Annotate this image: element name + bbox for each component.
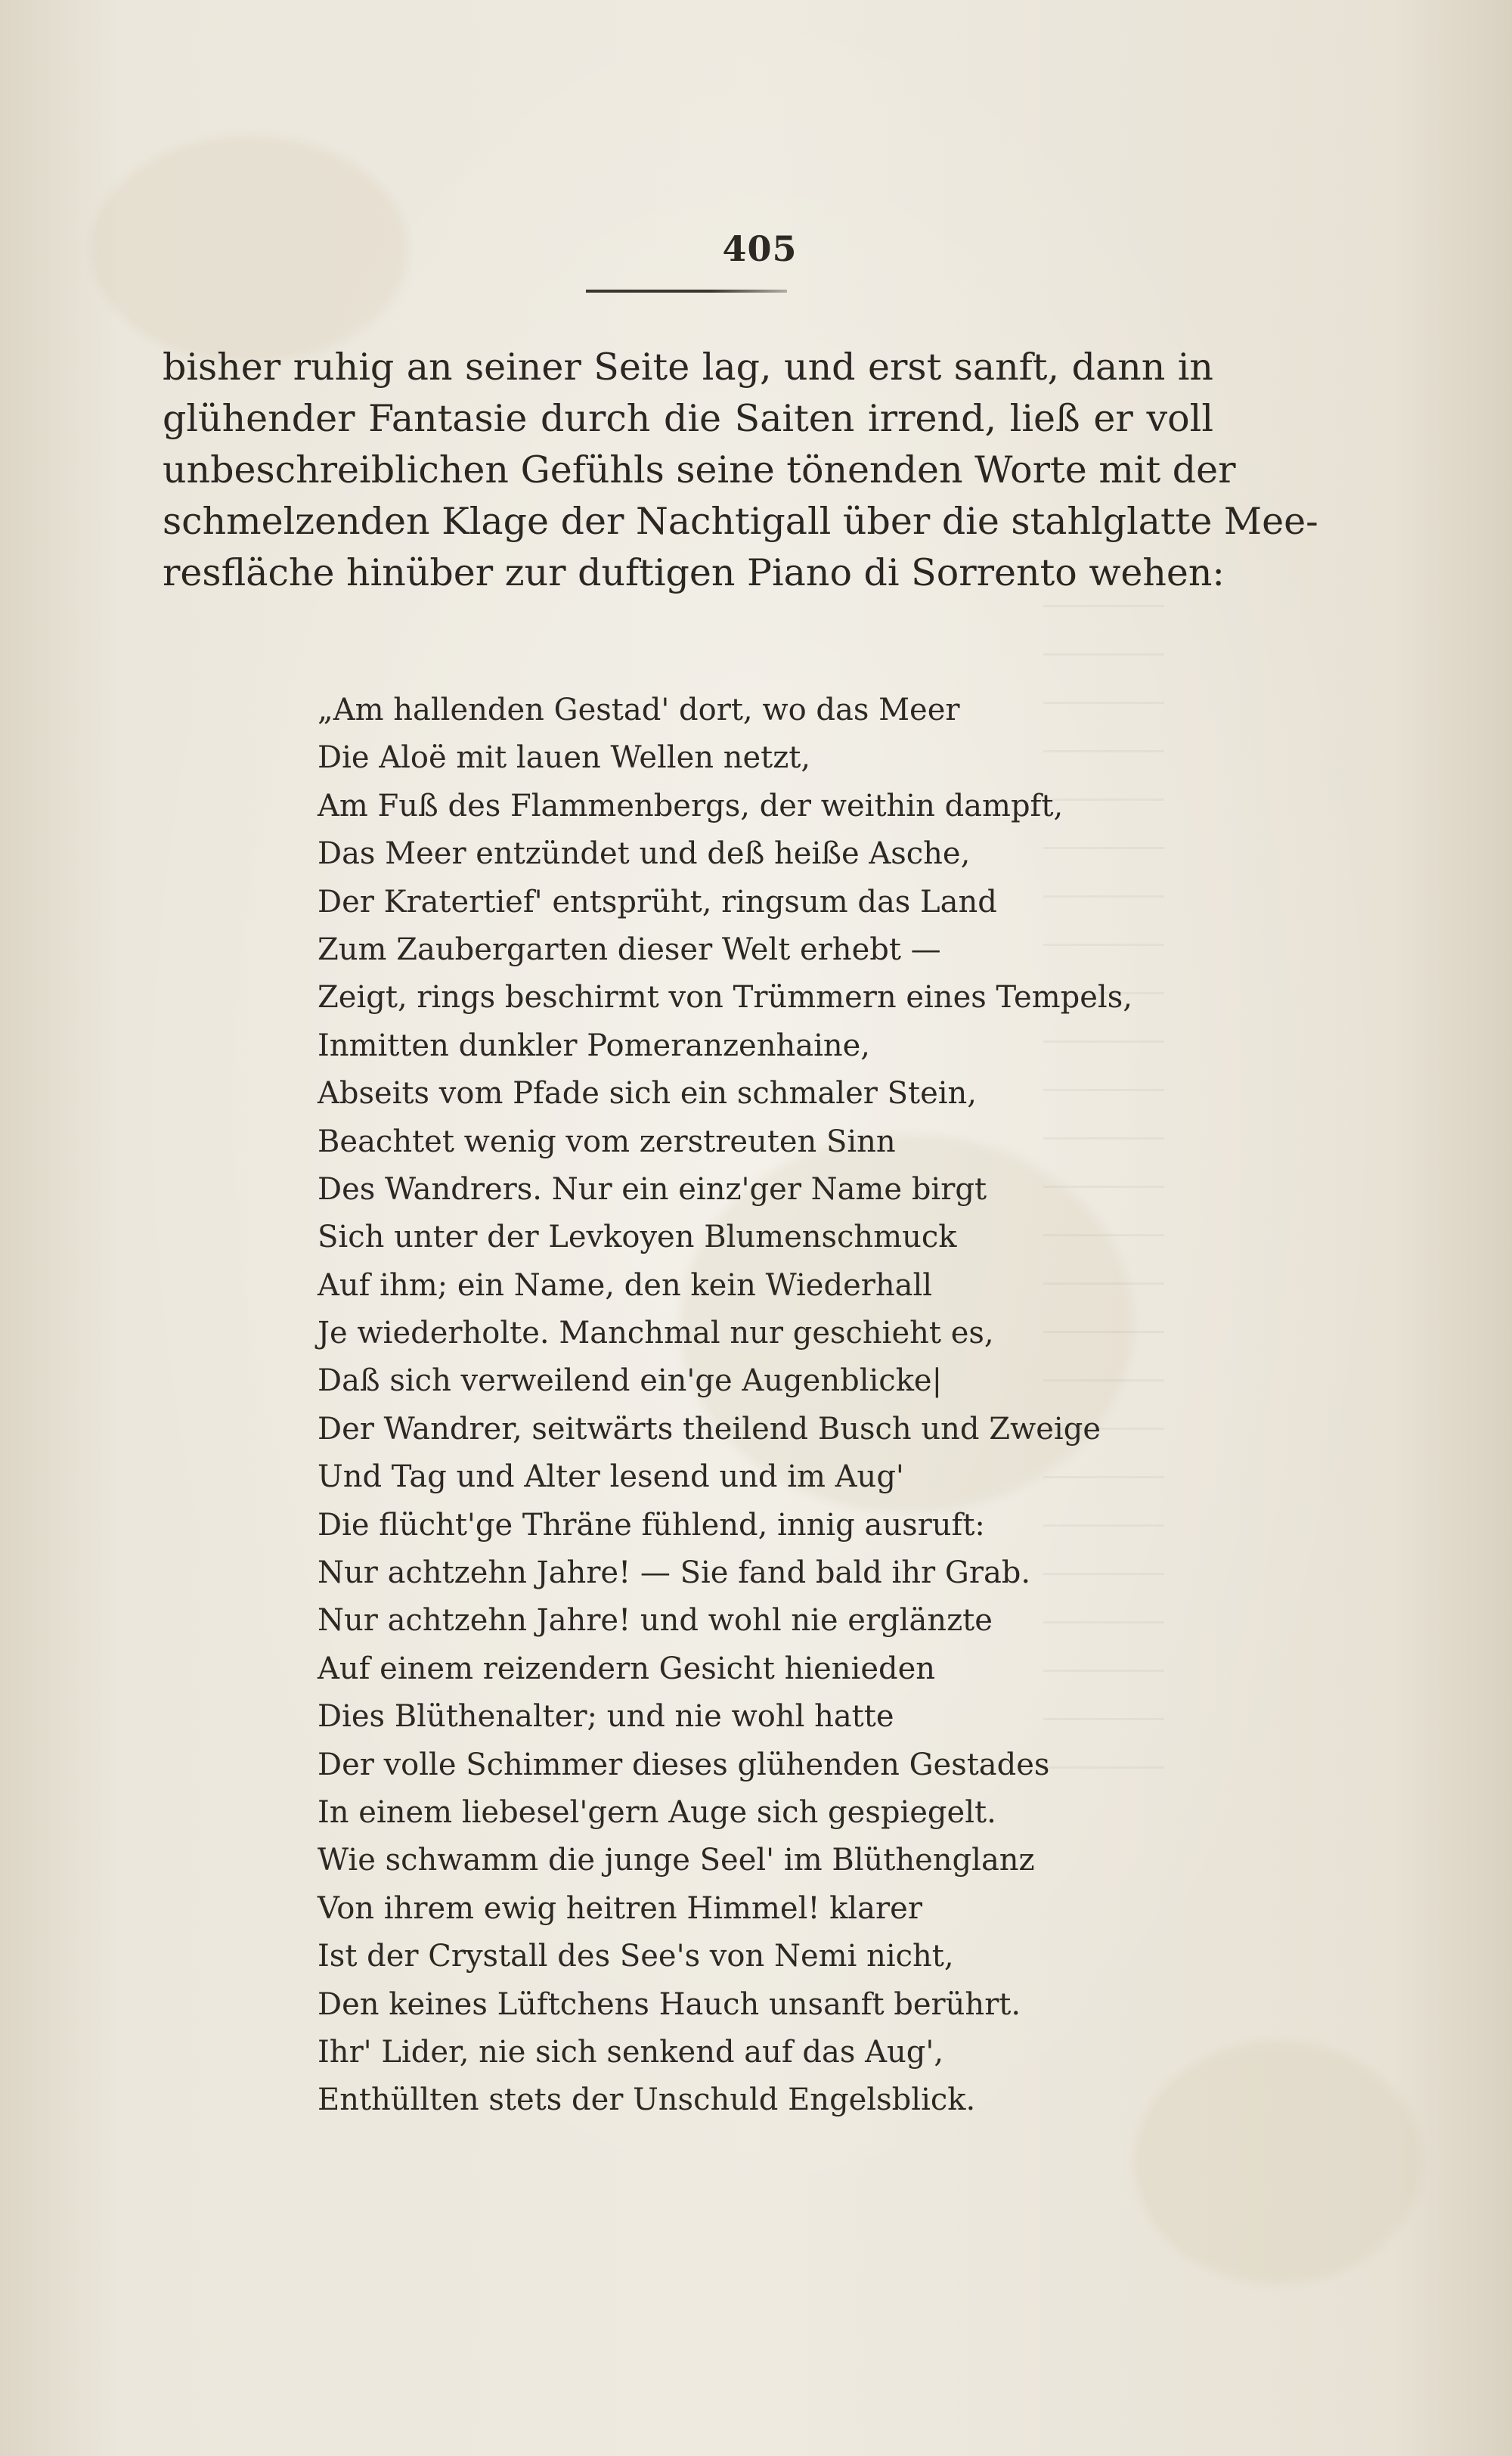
poem-line: Am Fuß des Flammenbergs, der weithin dampft,	[318, 788, 1064, 823]
poem-line: Die Aloë mit lauen Wellen netzt,	[318, 740, 811, 776]
prose-line: schmelzenden Klage der Nachtigall über die stahlglatte Mee-	[163, 500, 1318, 543]
poem-line: Auf ihm; ein Name, den kein Wiederhall	[318, 1267, 933, 1303]
prose-line: unbeschreiblichen Gefühls seine tönenden Worte mit der	[163, 448, 1236, 492]
poem-line: Enthüllten stets der Unschuld Engelsblick.	[318, 2082, 976, 2118]
poem-line: Inmitten dunkler Pomeranzenhaine,	[318, 1028, 871, 1063]
poem-line: Abseits vom Pfade sich ein schmaler Stein,	[318, 1076, 978, 1112]
poem-line: Der volle Schimmer dieses glühenden Gestades	[318, 1747, 1050, 1782]
poem-line: Dies Blüthenalter; und nie wohl hatte	[318, 1699, 894, 1735]
poem-line: Der Wandrer, seitwärts theilend Busch und Zweige	[318, 1411, 1101, 1447]
poem-line: In einem liebesel'gern Auge sich gespiegelt.	[318, 1794, 996, 1830]
poem-line: Nur achtzehn Jahre! und wohl nie erglänzte	[318, 1603, 993, 1639]
poem-line: „Am hallenden Gestad' dort, wo das Meer	[318, 693, 960, 727]
poem-line: Das Meer entzündet und deß heiße Asche,	[318, 836, 971, 872]
page-number: 405	[722, 228, 798, 269]
poem-line: Sich unter der Levkoyen Blumenschmuck	[318, 1220, 957, 1255]
poem-line: Zeigt, rings beschirmt von Trümmern eines Tempels,	[318, 980, 1132, 1016]
poem-line: Von ihrem ewig heitren Himmel! klarer	[318, 1890, 922, 1926]
prose-line: glühender Fantasie durch die Saiten irrend, ließ er voll	[163, 397, 1213, 440]
poem-line: Den keines Lüftchens Hauch unsanft berührt.	[318, 1986, 1021, 2022]
poem-line: Daß sich verweilend ein'ge Augenblicke|	[318, 1363, 943, 1399]
prose-line: bisher ruhig an seiner Seite lag, und erst sanft, dann in	[163, 346, 1213, 389]
poem-line: Und Tag und Alter lesend und im Aug'	[318, 1459, 904, 1495]
poem-block	[318, 687, 1225, 2125]
poem-line: Ist der Crystall des See's von Nemi nicht,	[318, 1939, 954, 1974]
prose-paragraph	[163, 342, 1318, 599]
header-rule	[586, 290, 787, 293]
poem-line: Wie schwamm die junge Seel' im Blüthenglanz	[318, 1843, 1035, 1878]
poem-line: Der Kratertief' entsprüht, ringsum das Land	[318, 884, 997, 919]
poem-line: Beachtet wenig vom zerstreuten Sinn	[318, 1124, 896, 1159]
poem-line: Ihr' Lider, nie sich senkend auf das Aug',	[318, 2034, 944, 2070]
poem-line: Nur achtzehn Jahre! — Sie fand bald ihr Grab.	[318, 1555, 1031, 1591]
poem-line: Je wiederholte. Manchmal nur geschieht es,	[318, 1316, 994, 1351]
poem-line: Auf einem reizendern Gesicht hienieden	[318, 1651, 936, 1686]
poem-line: Die flücht'ge Thräne fühlend, innig ausruft:	[318, 1507, 985, 1543]
poem-line: Zum Zaubergarten dieser Welt erhebt —	[318, 932, 941, 967]
poem-line: Des Wandrers. Nur ein einz'ger Name birgt	[318, 1171, 987, 1207]
prose-line: resfläche hinüber zur duftigen Piano di Sorrento wehen:	[163, 551, 1225, 594]
